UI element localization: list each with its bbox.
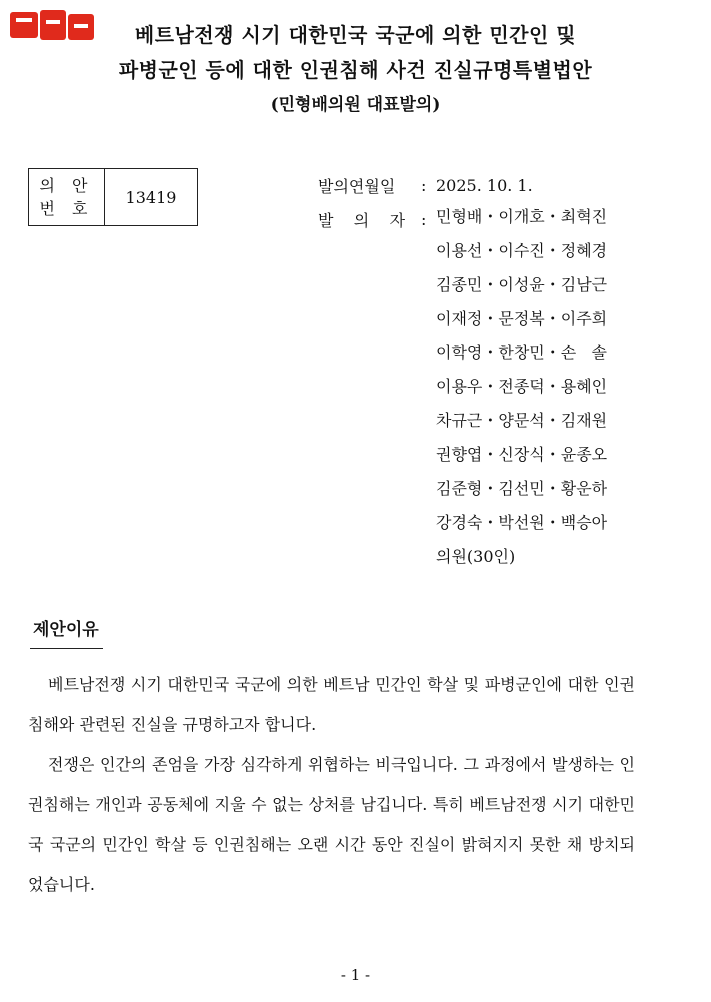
bill-label-line-1: 의 안	[39, 176, 94, 195]
representative-sponsor-note: (민형배의원 대표발의)	[270, 95, 441, 115]
proposal-date-row	[318, 168, 533, 202]
proposal-reason-body	[28, 665, 635, 905]
sponsors-label: 발 의 자	[318, 210, 406, 230]
sponsor-line: 이용선・이수진・정혜경	[436, 241, 608, 260]
sponsor-line: 민형배・이개호・최혁진	[436, 207, 608, 226]
colon: :	[421, 209, 427, 229]
bill-title-line-1: 베트남전쟁 시기 대한민국 국군에 의한 민간인 및	[134, 23, 577, 47]
sponsor-line: 강경숙・박선원・백승아	[436, 513, 608, 532]
bill-title-line-2: 파병군인 등에 대한 인권침해 사건 진실규명특별법안	[118, 58, 593, 82]
bill-number-box	[28, 168, 198, 226]
bill-label-line-2: 번 호	[39, 199, 94, 218]
proposal-date-label: 발의연월일	[318, 176, 396, 196]
sponsor-line: 이용우・전종덕・용혜인	[436, 377, 608, 396]
sponsor-line: 의원(30인)	[436, 547, 516, 566]
sponsor-line: 이재정・문정복・이주희	[436, 309, 608, 328]
sponsor-line: 김준형・김선민・황운하	[436, 479, 608, 498]
colon: :	[421, 175, 427, 195]
section-heading-proposal-reason: 제안이유	[30, 615, 103, 649]
proposal-date-value: 2025. 10. 1.	[436, 175, 533, 195]
page-number: - 1 -	[340, 966, 371, 984]
sponsor-list	[436, 200, 607, 574]
body-paragraph: 베트남전쟁 시기 대한민국 국군에 의한 베트남 민간인 학살 및 파병군인에 대한 인권침해와 관련된 진실을 규명하고자 합니다.	[28, 675, 635, 734]
bill-number-value: 13419	[125, 187, 177, 207]
sponsor-line: 차규근・양문석・김재원	[436, 411, 608, 430]
bill-number-label	[29, 169, 105, 225]
sponsor-line: 이학영・한창민・손 솔	[436, 343, 607, 362]
sponsor-line: 김종민・이성윤・김남근	[436, 275, 608, 294]
sponsor-line: 권향엽・신장식・윤종오	[436, 445, 608, 464]
body-paragraph: 전쟁은 인간의 존엄을 가장 심각하게 위협하는 비극입니다. 그 과정에서 발생하는 인권침해는 개인과 공동체에 지울 수 없는 상처를 남깁니다. 특히 베트남전쟁 시기 대한민국 국군의 민간인 학살 등 인권침해는 오랜 시간 동안 진실이 밝혀지지 못한 채 방치되었습니다.	[28, 755, 635, 894]
bill-title-block	[0, 18, 711, 115]
